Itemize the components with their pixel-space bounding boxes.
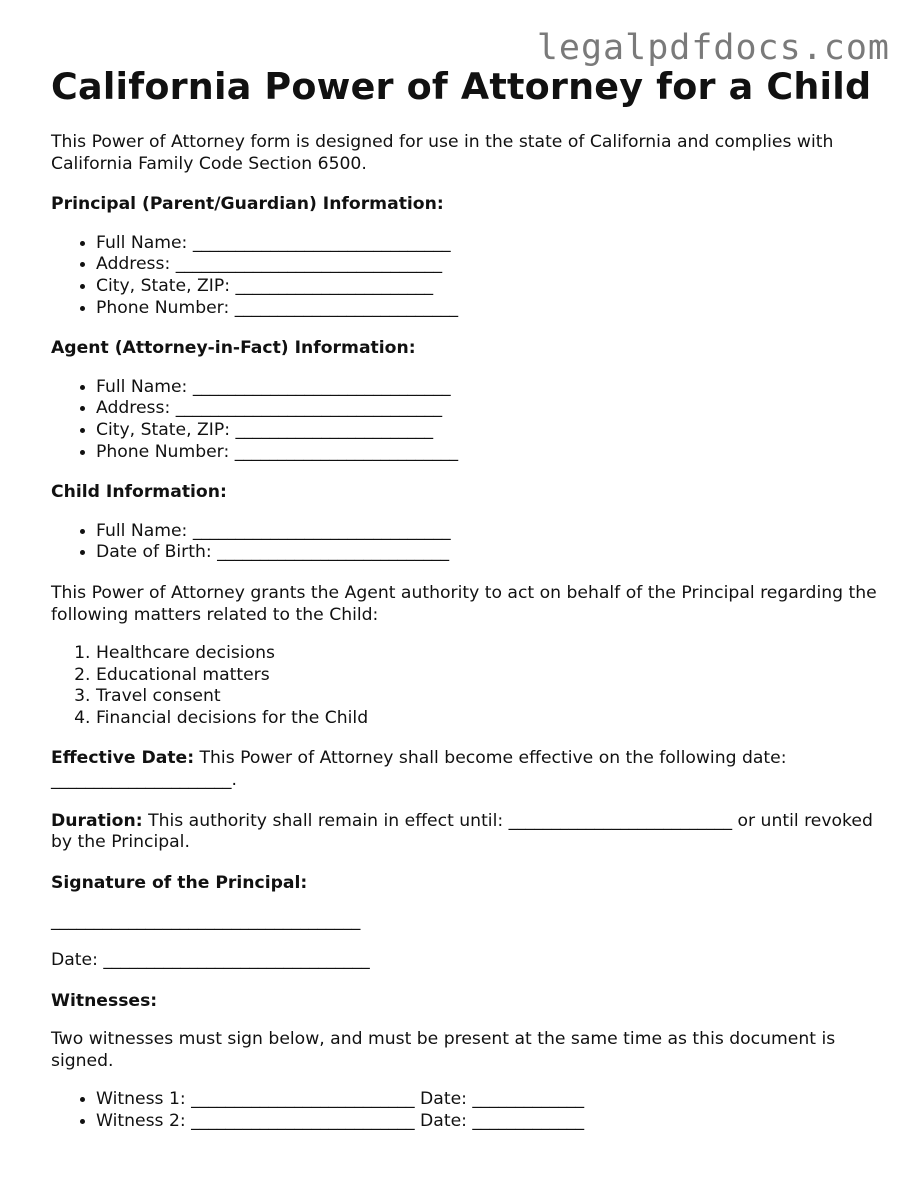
agent-phone: • Phone Number: __________________________ [96,442,881,464]
witnesses-list [51,1089,881,1132]
document-page [51,64,881,1133]
duration-label: Duration: [51,810,143,831]
page-title: California Power of Attorney for a Child [51,65,872,108]
principal-heading: Principal (Parent/Guardian) Information: [51,194,444,215]
child-list [51,521,881,564]
child-full-name: • Full Name: ______________________________ [96,521,881,543]
matter-item: 2. Educational matters [96,665,881,687]
matter-item: 1. Healthcare decisions [96,643,881,665]
matters-list [51,643,881,729]
witness-2: • Witness 2: __________________________ Date: _____________ [96,1111,881,1133]
witnesses-text: Two witnesses must sign below, and must be present at the same time as this document is signed. [51,1029,836,1071]
agent-list [51,377,881,463]
effective-date-label: Effective Date: [51,748,195,769]
signature-date: Date: _______________________________ [51,950,370,971]
agent-full-name: • Full Name: ______________________________ [96,377,881,399]
child-date-of-birth: • Date of Birth: ___________________________ [96,542,881,564]
principal-list [51,233,881,319]
effective-date-text: This Power of Attorney shall become effective on the following date: _____________________. [51,748,787,791]
duration-paragraph [51,811,881,854]
agent-address: • Address: _______________________________ [96,398,881,420]
grant-text: This Power of Attorney grants the Agent authority to act on behalf of the Principal regarding the following matters related to the Child: [51,582,877,625]
witness-1: • Witness 1: __________________________ Date: _____________ [96,1089,881,1111]
signature-heading: Signature of the Principal: [51,872,308,893]
principal-full-name: • Full Name: ______________________________ [96,233,881,255]
matter-item: 4. Financial decisions for the Child [96,708,881,730]
effective-date-paragraph [51,748,881,791]
agent-heading: Agent (Attorney-in-Fact) Information: [51,338,416,359]
agent-city-state-zip: • City, State, ZIP: _______________________ [96,420,881,442]
watermark: legalpdfdocs.com [536,28,890,68]
witnesses-heading: Witnesses: [51,990,158,1011]
child-heading: Child Information: [51,482,227,503]
signature-line: ____________________________________ [51,911,361,932]
intro-text: This Power of Attorney form is designed for use in the state of California and complies with California Family Code Section 6500. [51,132,834,174]
principal-phone: • Phone Number: __________________________ [96,298,881,320]
matter-item: 3. Travel consent [96,686,881,708]
duration-text: This authority shall remain in effect until: __________________________ or until revoked by the Principal. [51,810,873,853]
principal-city-state-zip: • City, State, ZIP: _______________________ [96,276,881,298]
principal-address: • Address: _______________________________ [96,254,881,276]
